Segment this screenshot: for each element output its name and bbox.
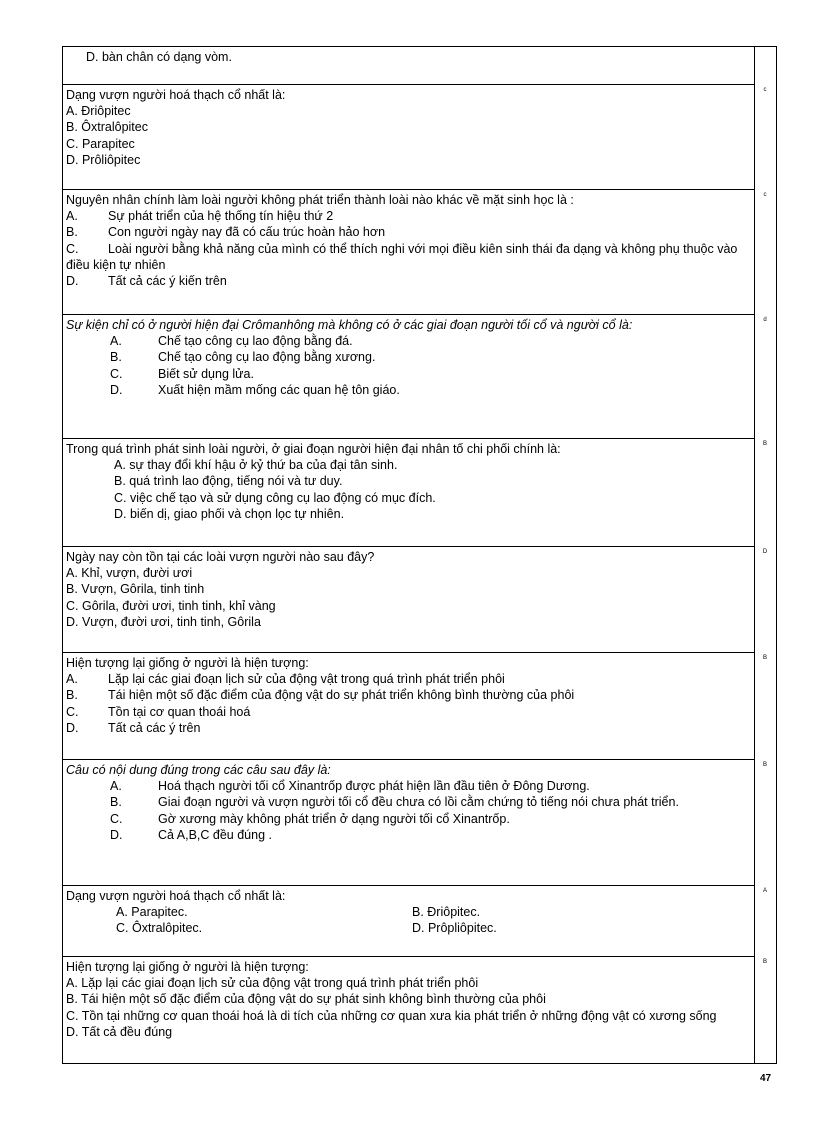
answer-key: c (763, 192, 767, 198)
option-letter: A. (66, 209, 78, 224)
answer-key: A (762, 888, 767, 894)
answer-column-divider (754, 46, 755, 1064)
option-d: D. Tất cả đều đúng (66, 1024, 173, 1039)
option-b: Con người ngày nay đã có cấu trúc hoàn hảo hơn (108, 225, 386, 240)
question-row-3 (62, 314, 754, 438)
option-a: A. Đriôpitec (66, 104, 131, 119)
option-d: Tất cả các ý kiến trên (108, 274, 227, 289)
answer-key: B (762, 655, 767, 661)
option-d: D. Prôpliôpitec. (412, 921, 497, 936)
option-b: Tái hiện một số đặc điểm của động vật do sự phát triển không bình thường của phôi (108, 688, 575, 703)
question-stem: Trong quá trình phát sinh loài người, ở giai đoạn người hiện đại nhân tố chi phối chính là: (66, 442, 561, 456)
option-a: Sự phát triển của hệ thống tín hiệu thứ 2 (108, 209, 334, 224)
question-row-0 (62, 47, 754, 84)
option-b: B. quá trình lao động, tiếng nói và tư duy. (114, 474, 343, 489)
option-letter: C. (66, 241, 79, 256)
option-c: Loài người bằng khả năng của mình có thể thích nghi với mọi điều kiên sinh thái đa dạng và không phụ thuộc vào điều kiện tự nhiên (66, 241, 738, 272)
question-stem: Dạng vượn người hoá thạch cổ nhất là: (66, 889, 286, 903)
question-stem: Hiện tượng lại giống ở người là hiện tượng: (66, 656, 309, 670)
option-c: Tồn tại cơ quan thoái hoá (108, 704, 251, 719)
option-c: Biết sử dụng lửa. (158, 366, 254, 381)
answer-key: c (763, 87, 767, 93)
option-c: C. Ôxtralôpitec. (116, 921, 203, 936)
question-row-6 (62, 652, 754, 759)
option-b: B. Tái hiện một số đặc điểm của động vật do sự phát sinh không bình thường của phôi (66, 992, 546, 1007)
option-a: A. Parapitec. (116, 905, 188, 920)
question-row-1 (62, 84, 754, 189)
option-letter: A. (110, 779, 122, 794)
option-c: C. Tồn tại những cơ quan thoái hoá là di tích của những cơ quan xưa kia phát triển ở những động vật có xương sống (66, 1008, 717, 1023)
option-letter: C. (66, 704, 79, 719)
option-a: A. sự thay đổi khí hậu ở kỷ thứ ba của đại tân sinh. (114, 458, 398, 473)
option-b: B. Đriôpitec. (412, 905, 481, 920)
option-letter: B. (66, 688, 78, 703)
option-letter: B. (110, 795, 122, 810)
question-row-7 (62, 759, 754, 885)
option-c: C. Gôrila, đười ươi, tinh tinh, khỉ vàng (66, 598, 276, 613)
option-letter: D. (110, 382, 123, 397)
option-letter: A. (66, 672, 78, 687)
option-a: A. Lặp lại các giai đoạn lịch sử của động vật trong quá trình phát triển phôi (66, 976, 479, 991)
option-b: B. Ôxtralôpitec (66, 120, 148, 135)
option-letter: C. (110, 366, 123, 381)
option-letter: D. (66, 720, 79, 735)
option-d: D. biến dị, giao phối và chọn lọc tự nhiên. (114, 506, 345, 521)
question-stem: Ngày nay còn tồn tại các loài vượn người nào sau đây? (66, 550, 375, 564)
question-row-8 (62, 885, 754, 956)
option-letter: B. (66, 225, 78, 240)
answer-key: d (763, 317, 767, 323)
answer-key: B (762, 959, 767, 965)
answer-key: B (762, 762, 767, 768)
option-d: D. Vượn, đười ươi, tinh tinh, Gôrila (66, 614, 261, 629)
option-letter: B. (110, 350, 122, 365)
option-a: Lặp lại các giai đoạn lịch sử của động vật trong quá trình phát triển phôi (108, 672, 505, 687)
option-d: Tất cả các ý trên (108, 720, 201, 735)
option-c: C. Parapitec (66, 136, 135, 151)
question-stem: Câu có nội dung đúng trong các câu sau đây là: (66, 763, 331, 777)
option-letter: C. (110, 811, 123, 826)
question-stem: Dạng vượn người hoá thạch cổ nhất là: (66, 88, 286, 102)
option-a: Hoá thạch người tối cổ Xinantrốp được phát hiện lần đầu tiên ở Đông Dương. (158, 779, 590, 794)
option-d: Xuất hiện mầm mống các quan hệ tôn giáo. (158, 382, 400, 397)
option-letter: A. (110, 334, 122, 349)
question-stem: Sự kiện chỉ có ở người hiện đại Crômanhông mà không có ở các giai đoạn người tối cổ và người cổ là: (66, 318, 633, 332)
answer-key: B (762, 441, 767, 447)
option-b: B. Vượn, Gôrila, tinh tinh (66, 582, 205, 597)
option-b: Chế tạo công cụ lao động bằng xương. (158, 350, 376, 365)
option-d: Cả A,B,C đều đúng . (158, 827, 272, 842)
question-stem: Nguyên nhân chính làm loài người không phát triển thành loài nào khác về mặt sinh học là : (66, 193, 574, 207)
question-stem: Hiện tượng lại giống ở người là hiện tượng: (66, 960, 309, 974)
option-d: D. Prôliôpitec (66, 152, 141, 167)
option-c: C. việc chế tạo và sử dụng công cụ lao động có mục đích. (114, 490, 436, 505)
question-row-9 (62, 956, 754, 1064)
option-a: Chế tạo công cụ lao động bằng đá. (158, 334, 353, 349)
question-row-4 (62, 438, 754, 546)
option-d: D. bàn chân có dạng vòm. (86, 50, 232, 64)
option-letter: D. (66, 274, 79, 289)
page-number: 47 (760, 1073, 772, 1084)
answer-key: D (762, 549, 768, 555)
option-b: Giai đoạn người và vượn người tối cổ đều chưa có lồi cằm chứng tỏ tiếng nói chưa phát triển. (158, 795, 679, 810)
question-row-5 (62, 546, 754, 652)
option-a: A. Khỉ, vượn, đười ươi (66, 566, 193, 581)
option-letter: D. (110, 827, 123, 842)
option-c: Gờ xương mày không phát triển ở dạng người tối cổ Xinantrốp. (158, 811, 510, 826)
question-row-2 (62, 189, 754, 314)
